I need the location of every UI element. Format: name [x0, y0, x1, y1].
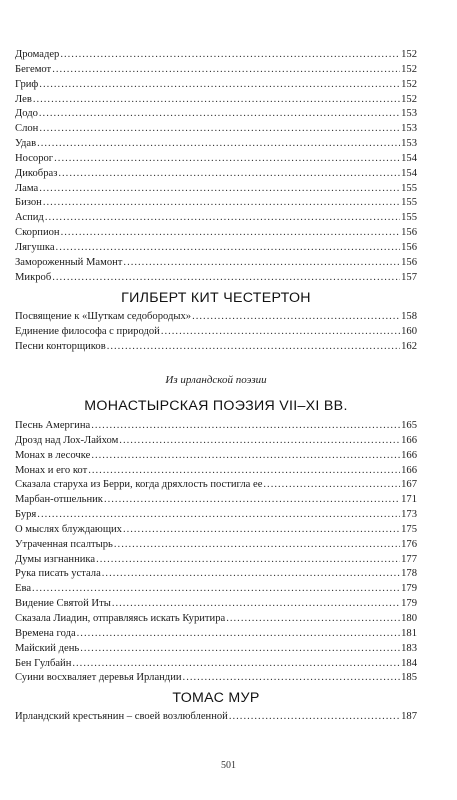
toc-leader-dots — [96, 553, 400, 568]
toc-leader-dots — [229, 710, 400, 725]
toc-entry — [15, 137, 417, 152]
toc-leader-dots — [91, 449, 400, 464]
toc-entry-title: Додо — [15, 108, 38, 120]
toc-entry-page: 155 — [401, 197, 417, 209]
toc-entry-page: 152 — [401, 93, 417, 105]
toc-entry-title: Песни конторщиков — [15, 340, 106, 352]
toc-entry — [15, 325, 417, 340]
toc-entry — [15, 419, 417, 434]
toc-entry — [15, 449, 417, 464]
toc-leader-dots — [54, 152, 400, 167]
toc-entry — [15, 671, 417, 686]
toc-entry-title: Сказала старуха из Берри, когда дряхлость постигла ее — [15, 479, 263, 491]
toc-entry-title: Видение Святой Иты — [15, 598, 111, 610]
toc-leader-dots — [91, 419, 400, 434]
toc-entry-page: 156 — [401, 227, 417, 239]
toc-entry-title: Марбан-отшельник — [15, 494, 103, 506]
toc-entry — [15, 657, 417, 672]
toc-entry-title: Аспид — [15, 212, 44, 224]
toc-entry-page: 152 — [401, 78, 417, 90]
toc-entry-page: 165 — [401, 420, 417, 431]
toc-entry-title: Скорпион — [15, 227, 60, 239]
toc-entry-title: Бен Гулбайн — [15, 657, 72, 669]
toc-entry-page: 154 — [401, 152, 417, 164]
toc-entry-page: 171 — [401, 494, 417, 506]
toc-entry-page: 176 — [401, 538, 417, 550]
toc-block-moore — [15, 710, 417, 725]
toc-entry — [15, 152, 417, 167]
toc-entry-title: Песнь Амергина — [15, 420, 91, 431]
toc-entry-title: Посвящение к «Шуткам седобородых» — [15, 311, 192, 322]
toc-entry-title: Слон — [15, 123, 39, 135]
toc-entry-title: Сказала Лиадин, отправляясь искать Куритира — [15, 612, 226, 624]
toc-leader-dots — [58, 167, 400, 182]
toc-entry-title: Дикобраз — [15, 167, 58, 179]
toc-entry — [15, 310, 417, 325]
toc-leader-dots — [61, 226, 401, 241]
toc-entry-page: 179 — [401, 583, 417, 595]
toc-entry-page: 185 — [401, 672, 417, 684]
toc-entry-title: Думы изгнанника — [15, 553, 96, 565]
toc-entry-page: 180 — [401, 612, 417, 624]
toc-entry-title: Носорог — [15, 152, 54, 164]
toc-entry-page: 153 — [401, 138, 417, 150]
toc-entry-title: Лама — [15, 182, 39, 194]
toc-entry — [15, 167, 417, 182]
page-number: 501 — [221, 760, 236, 771]
toc-entry-page: 153 — [401, 108, 417, 120]
toc-entry-page: 187 — [401, 711, 417, 722]
toc-entry-title: Дрозд над Лох-Лайхом — [15, 434, 119, 446]
toc-entry-page: 179 — [401, 598, 417, 610]
toc-entry-page: 152 — [401, 63, 417, 75]
toc-entry — [15, 211, 417, 226]
toc-entry-title: Лягушка — [15, 241, 55, 253]
toc-entry — [15, 196, 417, 211]
toc-leader-dots — [263, 478, 400, 493]
toc-leader-dots — [104, 493, 400, 508]
toc-leader-dots — [32, 582, 400, 597]
toc-leader-dots — [52, 271, 400, 286]
toc-entry — [15, 538, 417, 553]
toc-entry — [15, 226, 417, 241]
toc-leader-dots — [114, 538, 400, 553]
toc-entry-title: Времена года — [15, 627, 76, 639]
toc-leader-dots — [123, 523, 400, 538]
section-subheading-irish: Из ирландской поэзии — [165, 374, 267, 386]
toc-entry-title: Майский день — [15, 642, 80, 654]
toc-entry-title: Рука писать устала — [15, 568, 101, 580]
toc-block-monastic — [15, 419, 417, 686]
toc-entry — [15, 271, 417, 286]
toc-entry — [15, 93, 417, 108]
toc-entry — [15, 627, 417, 642]
toc-entry-title: Бизон — [15, 197, 42, 209]
toc-entry-page: 156 — [401, 241, 417, 253]
toc-entry — [15, 642, 417, 657]
toc-entry — [15, 597, 417, 612]
toc-entry-page: 166 — [401, 464, 417, 476]
toc-entry-title: Единение философа с природой — [15, 325, 160, 337]
toc-entry-page: 177 — [401, 553, 417, 565]
toc-entry-page: 166 — [401, 449, 417, 461]
toc-entry-page: 156 — [401, 256, 417, 268]
toc-entry — [15, 78, 417, 93]
toc-entry-page: 175 — [401, 523, 417, 535]
toc-entry — [15, 464, 417, 479]
toc-entry-title: Дромадер — [15, 49, 60, 60]
toc-entry — [15, 241, 417, 256]
toc-entry-page: 160 — [401, 325, 417, 337]
toc-entry — [15, 340, 417, 355]
toc-entry-page: 157 — [401, 271, 417, 283]
toc-entry-title: Буря — [15, 509, 37, 521]
toc-leader-dots — [77, 627, 400, 642]
toc-leader-dots — [37, 137, 400, 152]
toc-leader-dots — [102, 567, 400, 582]
toc-entry-page: 162 — [401, 340, 417, 352]
toc-leader-dots — [56, 241, 401, 256]
section-heading-monastic: МОНАСТЫРСКАЯ ПОЭЗИЯ VII–XI ВВ. — [84, 398, 348, 414]
toc-entry-page: 155 — [401, 212, 417, 224]
toc-entry-page: 158 — [401, 311, 417, 322]
toc-entry — [15, 182, 417, 197]
toc-entry-title: Лев — [15, 93, 32, 105]
toc-entry-title: Удав — [15, 138, 37, 150]
toc-leader-dots — [33, 93, 400, 108]
toc-entry-page: 155 — [401, 182, 417, 194]
toc-entry-page: 178 — [401, 568, 417, 580]
toc-leader-dots — [52, 63, 400, 78]
toc-leader-dots — [123, 256, 400, 271]
section-heading-chesterton: ГИЛБЕРТ КИТ ЧЕСТЕРТОН — [121, 290, 311, 306]
toc-leader-dots — [119, 434, 400, 449]
toc-entry-page: 152 — [401, 49, 417, 60]
toc-leader-dots — [39, 182, 400, 197]
toc-entry-title: Ирландский крестьянин – своей возлюбленной — [15, 711, 228, 722]
toc-entry-page: 167 — [401, 479, 417, 491]
toc-entry-title: Гриф — [15, 78, 39, 90]
toc-block-chesterton — [15, 310, 417, 355]
toc-entry-title: О мыслях блуждающих — [15, 523, 122, 535]
toc-entry — [15, 710, 417, 725]
toc-leader-dots — [183, 671, 401, 686]
toc-leader-dots — [39, 78, 400, 93]
toc-leader-dots — [72, 657, 400, 672]
toc-entry-page: 153 — [401, 123, 417, 135]
toc-entry-title: Бегемот — [15, 63, 52, 75]
toc-entry — [15, 612, 417, 627]
toc-entry — [15, 48, 417, 63]
toc-leader-dots — [88, 464, 400, 479]
toc-entry-title: Монах и его кот — [15, 464, 88, 476]
toc-entry — [15, 256, 417, 271]
toc-leader-dots — [112, 597, 400, 612]
toc-entry-title: Замороженный Мамонт — [15, 256, 123, 268]
toc-entry — [15, 107, 417, 122]
toc-leader-dots — [39, 122, 400, 137]
toc-entry-title: Суини восхваляет деревья Ирландии — [15, 672, 182, 684]
toc-leader-dots — [60, 48, 400, 63]
toc-entry-page: 154 — [401, 167, 417, 179]
toc-leader-dots — [37, 508, 400, 523]
toc-block-belloc — [15, 48, 417, 286]
toc-entry — [15, 508, 417, 523]
toc-entry — [15, 582, 417, 597]
toc-entry-page: 166 — [401, 434, 417, 446]
toc-entry — [15, 567, 417, 582]
section-heading-moore: ТОМАС МУР — [172, 690, 260, 706]
toc-entry-title: Ева — [15, 583, 32, 595]
toc-entry — [15, 122, 417, 137]
toc-entry-page: 173 — [401, 509, 417, 521]
toc-entry-title: Утраченная псалтырь — [15, 538, 113, 550]
toc-entry — [15, 63, 417, 78]
toc-entry — [15, 434, 417, 449]
toc-entry — [15, 553, 417, 568]
toc-leader-dots — [45, 211, 400, 226]
toc-entry-page: 181 — [401, 627, 417, 639]
toc-entry — [15, 493, 417, 508]
toc-entry-page: 183 — [401, 642, 417, 654]
toc-entry-title: Монах в лесочке — [15, 449, 91, 461]
toc-entry — [15, 523, 417, 538]
toc-leader-dots — [161, 325, 400, 340]
toc-entry — [15, 478, 417, 493]
toc-entry-title: Микроб — [15, 271, 52, 283]
toc-leader-dots — [107, 340, 400, 355]
toc-leader-dots — [43, 196, 400, 211]
toc-leader-dots — [226, 612, 400, 627]
toc-leader-dots — [80, 642, 400, 657]
toc-entry-page: 184 — [401, 657, 417, 669]
toc-leader-dots — [39, 107, 400, 122]
toc-leader-dots — [192, 310, 400, 325]
